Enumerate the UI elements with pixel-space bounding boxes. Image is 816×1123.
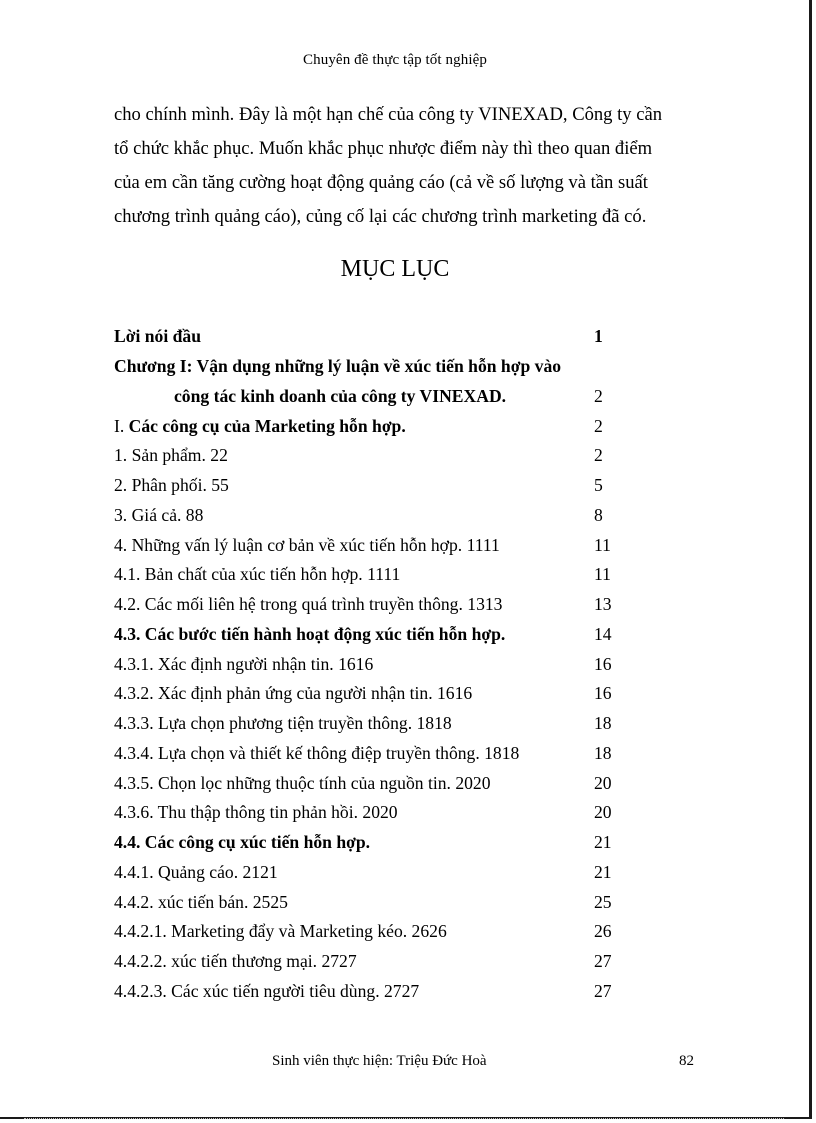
toc-entry-page: 26: [594, 921, 612, 942]
toc-entry[interactable]: [114, 798, 634, 828]
toc-entry-text: 4.1. Bản chất của xúc tiến hỗn hợp. 1111: [114, 564, 401, 585]
toc-entry[interactable]: [114, 411, 634, 441]
toc-entry[interactable]: [114, 590, 634, 620]
toc-entry[interactable]: [114, 352, 634, 412]
toc-entry[interactable]: [114, 560, 634, 590]
toc-entry-text: 4.3.3. Lựa chọn phương tiện truyền thông. 1818: [114, 713, 452, 734]
toc-entry-page: 21: [594, 832, 612, 853]
toc-entry-page: 8: [594, 504, 603, 525]
toc-entry-page: 16: [594, 653, 612, 674]
toc-entry-text: 4.3.5. Chọn lọc những thuộc tính của nguồn tin. 2020: [114, 772, 491, 793]
toc-entry[interactable]: [114, 322, 634, 352]
toc-entry[interactable]: [114, 977, 634, 1007]
toc-entry-page: 18: [594, 742, 612, 763]
toc-entry[interactable]: [114, 709, 634, 739]
intro-line: cho chính mình. Đây là một hạn chế của công ty VINEXAD, Công ty cần: [114, 104, 663, 125]
toc-entry-page: 20: [594, 772, 612, 793]
toc-entry-page: 11: [594, 534, 611, 555]
toc-entry-text: 4. Những vấn lý luận cơ bản về xúc tiến hỗn hợp. 1111: [114, 534, 500, 555]
toc-entry-page: 14: [594, 623, 612, 644]
toc-entry-text: [114, 416, 614, 437]
table-of-contents: [114, 322, 634, 1006]
toc-entry-text: 4.4. Các công cụ xúc tiến hỗn hợp.: [114, 832, 371, 853]
toc-entry-text: Lời nói đầu: [114, 326, 201, 347]
toc-entry-text-line: công tác kinh doanh của công ty VINEXAD.: [174, 385, 507, 406]
toc-entry[interactable]: [114, 858, 634, 888]
toc-entry[interactable]: [114, 501, 634, 531]
toc-entry-page: 2: [594, 415, 603, 436]
toc-entry-page: 27: [594, 951, 612, 972]
toc-entry-text: 4.4.2.2. xúc tiến thương mại. 2727: [114, 951, 357, 972]
toc-entry-text: 4.3.4. Lựa chọn và thiết kế thông điệp truyền thông. 1818: [114, 742, 520, 763]
toc-entry[interactable]: [114, 947, 634, 977]
intro-paragraph: [114, 98, 684, 234]
toc-entry-label: Các công cụ của Marketing hỗn hợp.: [128, 415, 406, 436]
toc-entry[interactable]: [114, 828, 634, 858]
page-header: Chuyên đề thực tập tốt nghiệp: [303, 52, 487, 68]
toc-entry[interactable]: [114, 917, 634, 947]
footer-author: Sinh viên thực hiện: Triệu Đức Hoà: [272, 1053, 487, 1069]
toc-entry-page: 18: [594, 713, 612, 734]
toc-entry-page: 21: [594, 861, 612, 882]
footer-page-number: 82: [679, 1053, 694, 1069]
toc-entry-text: 4.2. Các mối liên hệ trong quá trình truyền thông. 1313: [114, 594, 503, 615]
toc-entry-text: 4.3. Các bước tiến hành hoạt động xúc tiến hỗn hợp.: [114, 623, 506, 644]
toc-entry[interactable]: [114, 679, 634, 709]
intro-line: chương trình quảng cáo), củng cố lại các chương trình marketing đã có.: [114, 206, 647, 227]
toc-entry-page: 2: [594, 445, 603, 466]
toc-entry-text: 4.3.1. Xác định người nhận tin. 1616: [114, 653, 374, 674]
toc-entry-page: 27: [594, 980, 612, 1001]
intro-line: của em cần tăng cường hoạt động quảng cáo (cả về số lượng và tần suất: [114, 172, 648, 193]
toc-entry-text: 4.4.2.1. Marketing đẩy và Marketing kéo. 2626: [114, 921, 447, 942]
toc-entry-text-line: Chương I: Vận dụng những lý luận về xúc tiến hỗn hợp vào: [114, 355, 562, 376]
toc-entry[interactable]: [114, 739, 634, 769]
toc-entry-page: 13: [594, 594, 612, 615]
toc-entry[interactable]: [114, 530, 634, 560]
intro-line: tổ chức khắc phục. Muốn khắc phục nhược điểm này thì theo quan điểm: [114, 138, 653, 159]
toc-entry-page: 20: [594, 802, 612, 823]
toc-entry-page: 5: [594, 475, 603, 496]
page-bottom-divider: [24, 1118, 784, 1119]
toc-entry[interactable]: [114, 620, 634, 650]
toc-entry-page: 25: [594, 891, 612, 912]
toc-entry-page: 16: [594, 683, 612, 704]
toc-entry-prefix: I.: [114, 415, 129, 436]
toc-entry-text: 2. Phân phối. 55: [114, 475, 229, 496]
toc-entry-text: 3. Giá cả. 88: [114, 504, 204, 525]
toc-entry-text: 4.4.2. xúc tiến bán. 2525: [114, 891, 288, 912]
toc-title: MỤC LỤC: [340, 256, 450, 282]
toc-entry[interactable]: [114, 471, 634, 501]
toc-entry-page: 2: [594, 385, 603, 406]
toc-entry-text: [114, 352, 614, 412]
toc-entry-page: 11: [594, 564, 611, 585]
toc-entry[interactable]: [114, 441, 634, 471]
toc-entry-text: 4.3.6. Thu thập thông tin phản hồi. 2020: [114, 802, 398, 823]
toc-entry-text: 4.4.1. Quảng cáo. 2121: [114, 861, 278, 882]
toc-entry[interactable]: [114, 887, 634, 917]
toc-entry-text: 1. Sản phẩm. 22: [114, 445, 228, 466]
toc-entry-page: 1: [594, 326, 603, 347]
toc-entry[interactable]: [114, 768, 634, 798]
toc-entry-text: 4.3.2. Xác định phản ứng của người nhận tin. 1616: [114, 683, 473, 704]
toc-entry-text: 4.4.2.3. Các xúc tiến người tiêu dùng. 2727: [114, 980, 420, 1001]
toc-entry[interactable]: [114, 649, 634, 679]
